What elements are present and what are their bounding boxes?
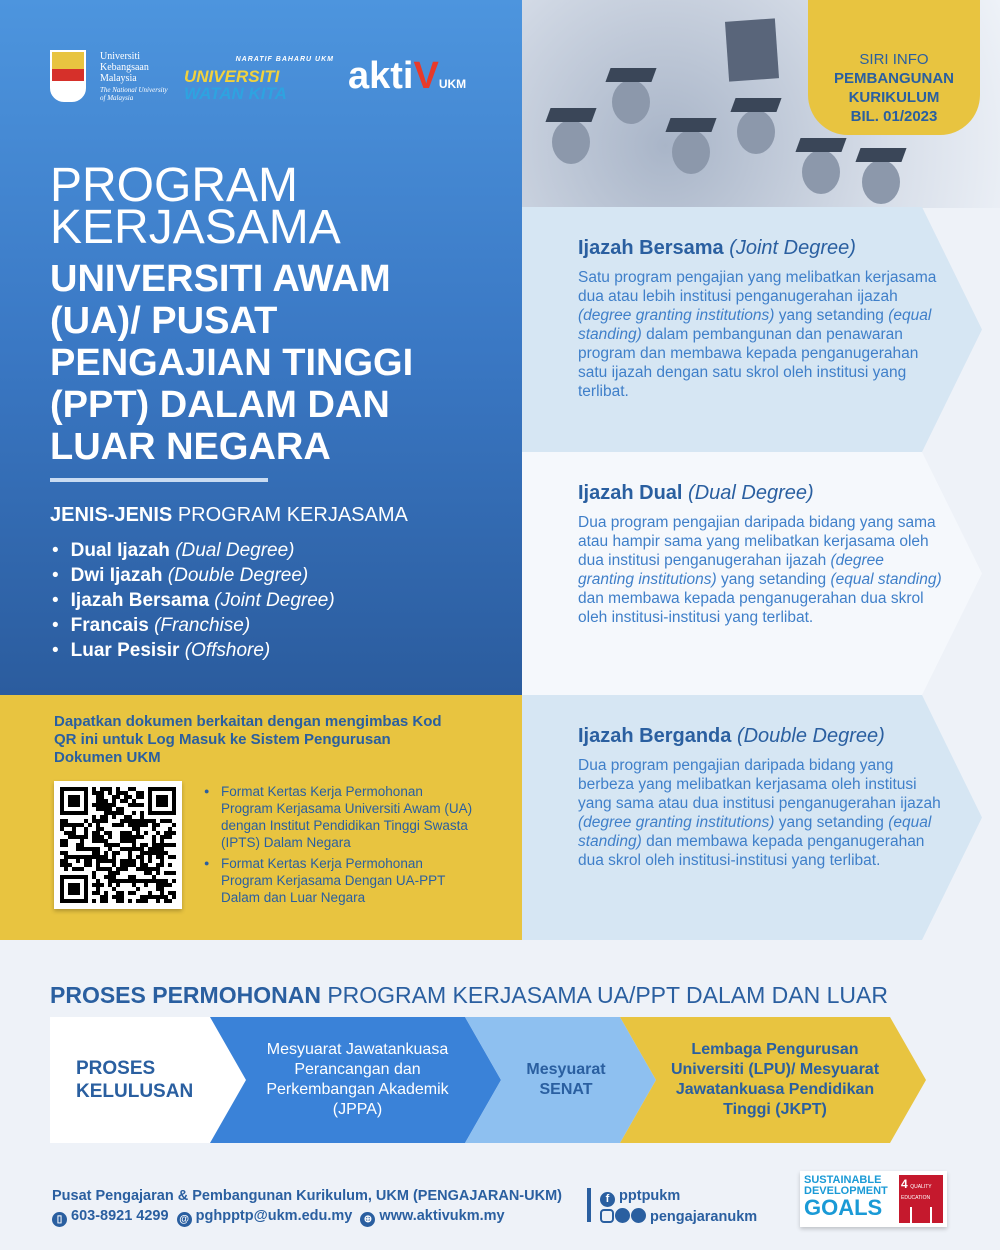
card-title: Ijazah Dual (Dual Degree) bbox=[578, 482, 814, 504]
sdg-badge: SUSTAINABLE DEVELOPMENT GOALS 4 QUALITY EDUCATION bbox=[800, 1171, 947, 1227]
document-item: ● Format Kertas Kerja Permohonan Program Kerjasama Universiti Awam (UA) dengan Institut Pendidikan Tinggi Swasta (IPTS) Dalam Negara bbox=[204, 783, 474, 851]
divider bbox=[50, 478, 268, 482]
left-panel bbox=[0, 0, 522, 695]
document-item: ● Format Kertas Kerja Permohonan Program Kerjasama Dengan UA-PPT Dalam dan Luar Negara bbox=[204, 855, 474, 906]
types-list bbox=[52, 538, 335, 663]
organization-name: Pusat Pengajaran & Pembangunan Kurikulum, UKM (PENGAJARAN-UKM) bbox=[52, 1188, 562, 1204]
ukm-crest-logo bbox=[50, 50, 86, 102]
facebook-icon: f bbox=[600, 1192, 615, 1207]
degree-card bbox=[522, 207, 982, 452]
globe-icon: ⊕ bbox=[360, 1212, 375, 1227]
footer-contact bbox=[52, 1186, 562, 1227]
ukm-logo-text: Universiti Kebangsaan Malaysia The National University of Malaysia bbox=[100, 50, 168, 102]
aktiv-ukm-logo: aktiVUKM bbox=[348, 54, 467, 97]
step-senat: Mesyuarat SENAT bbox=[526, 1061, 606, 1098]
phone-icon: ▯ bbox=[52, 1212, 67, 1227]
footer-divider bbox=[587, 1188, 591, 1222]
process-flow bbox=[50, 1017, 930, 1143]
card-description: Satu program pengajian yang melibatkan kerjasama dua atau lebih institusi penganugerahan ijazah (degree granting institutions) yang setanding (equal standing) dalam pembangunan dan penawaran program dan membawa kepada penganugerahan satu ijazah dengan satu skrol oleh institusi yang terlibat. bbox=[578, 269, 937, 400]
logo-row bbox=[50, 50, 466, 102]
type-item: • Luar Pesisir (Offshore) bbox=[52, 638, 335, 663]
social-links bbox=[600, 1186, 757, 1227]
facebook-handle[interactable]: pptpukm bbox=[619, 1188, 681, 1204]
instagram-icon bbox=[600, 1209, 614, 1223]
step-lpu-jkpt: Lembaga Pengurusan Universiti (LPU)/ Mesyuarat Jawatankuasa Pendidikan Tinggi (JKPT) bbox=[670, 1041, 880, 1118]
website-link[interactable]: www.aktivukm.my bbox=[379, 1208, 505, 1224]
step-jppa: Mesyuarat Jawatankuasa Perancangan dan Perkembangan Akademik (JPPA) bbox=[266, 1041, 449, 1118]
email-icon: @ bbox=[177, 1212, 192, 1227]
card-title: Ijazah Berganda (Double Degree) bbox=[578, 725, 885, 747]
title-light: PROGRAM KERJASAMA bbox=[50, 159, 341, 254]
qr-instruction: Dapatkan dokumen berkaitan dengan mengimbas Kod QR ini untuk Log Masuk ke Sistem Pengurusan Dokumen UKM bbox=[54, 713, 442, 766]
email-link[interactable]: pghpptp@ukm.edu.my bbox=[195, 1208, 353, 1224]
type-item: • Dual Ijazah (Dual Degree) bbox=[52, 538, 335, 563]
document-list bbox=[204, 783, 474, 910]
process-heading: PROSES PERMOHONAN PROGRAM KERJASAMA UA/PPT DALAM DAN LUAR bbox=[50, 982, 888, 1008]
qr-code[interactable] bbox=[54, 781, 182, 909]
sdg-goal-4-icon: 4 QUALITY EDUCATION bbox=[899, 1175, 943, 1223]
telegram-icon bbox=[631, 1208, 646, 1223]
types-heading: JENIS-JENIS PROGRAM KERJASAMA bbox=[50, 504, 408, 526]
twitter-icon bbox=[615, 1208, 630, 1223]
social-handle[interactable]: pengajaranukm bbox=[650, 1209, 758, 1225]
title-bold: UNIVERSITI AWAM (UA)/ PUSAT PENGAJIAN TINGGI (PPT) DALAM DAN LUAR NEGARA bbox=[50, 258, 414, 468]
card-title: Ijazah Bersama (Joint Degree) bbox=[578, 237, 856, 259]
degree-card bbox=[522, 695, 982, 940]
degree-card bbox=[522, 452, 982, 695]
type-item: • Ijazah Bersama (Joint Degree) bbox=[52, 588, 335, 613]
phone-number: 603-8921 4299 bbox=[71, 1208, 169, 1224]
card-description: Dua program pengajian daripada bidang yang berbeza yang melibatkan kerjasama oleh institusi yang sama atau dua institusi penganugerahan ijazah (degree granting institutions) yang setanding (equal standing) dan membawa kepada penganugerahan dua skrol oleh institusi-institusi yang terlibat. bbox=[578, 757, 941, 869]
qr-section bbox=[0, 695, 522, 940]
step-approval-process: PROSES KELULUSAN bbox=[76, 1058, 194, 1102]
type-item: • Dwi Ijazah (Double Degree) bbox=[52, 563, 335, 588]
card-description: Dua program pengajian daripada bidang yang sama atau hampir sama yang melibatkan kerjasama oleh dua institusi penganugerahan ijazah (degree granting institutions) yang setanding (equal standing) dan membawa kepada penganugerahan dua skrol oleh institusi-institusi yang terlibat. bbox=[578, 514, 942, 626]
universiti-watan-kita-logo: NARATIF BAHARU UKM UNIVERSITI WATAN KITA bbox=[184, 55, 334, 103]
info-series-badge: SIRI INFO PEMBANGUNAN KURIKULUM BIL. 01/2023 bbox=[808, 0, 980, 135]
type-item: • Francais (Franchise) bbox=[52, 613, 335, 638]
